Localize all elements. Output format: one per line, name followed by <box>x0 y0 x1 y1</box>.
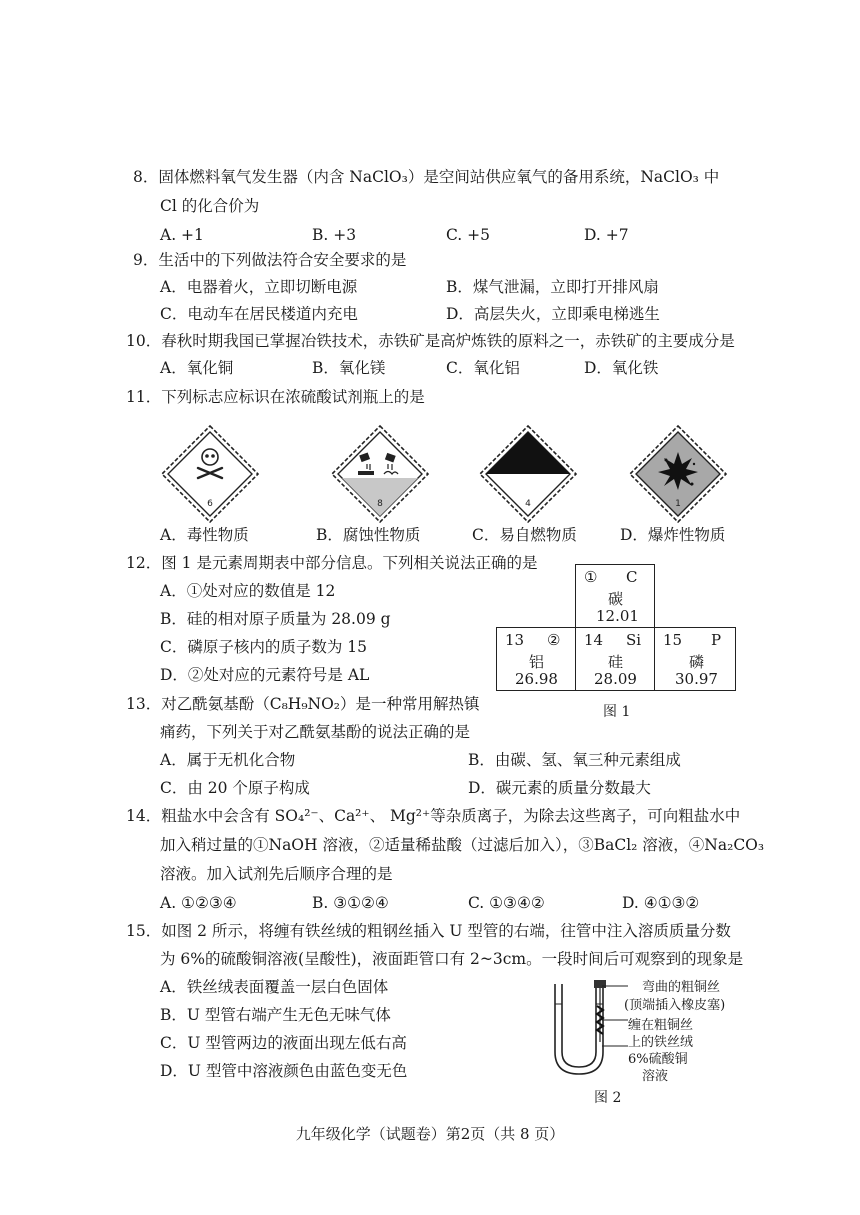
q15-option-b: B．U 型管右端产生无色无味气体 <box>160 1006 391 1024</box>
element-cell-aluminum <box>496 627 576 691</box>
fig2-label-solution: 6%硫酸铜 <box>628 1052 688 1067</box>
phosphorus-name: 磷 <box>689 653 705 671</box>
q9-stem: 9．生活中的下列做法符合安全要求的是 <box>133 251 407 269</box>
element-cell-carbon <box>575 564 655 628</box>
q14-line3: 溶液。加入试剂先后顺序合理的是 <box>160 865 393 883</box>
q15-option-a: A．铁丝绒表面覆盖一层白色固体 <box>160 978 389 996</box>
q8-line2: Cl 的化合价为 <box>160 197 260 215</box>
q11-stem: 11．下列标志应标识在浓硫酸试剂瓶上的是 <box>126 388 425 406</box>
q12-option-a: A．①处对应的数值是 12 <box>160 582 336 600</box>
explosive-hazard-sign <box>628 424 728 524</box>
q11-option-b: B．腐蚀性物质 <box>316 526 421 544</box>
phosphorus-number: 15 <box>663 631 683 649</box>
q15-line2: 为 6%的硫酸铜溶液(呈酸性)，液面距管口有 2~3cm。一段时间后可观察到的现象是 <box>160 950 744 968</box>
carbon-number: ① <box>584 568 598 586</box>
q11-option-c: C．易自燃物质 <box>472 526 577 544</box>
q15-line1: 15．如图 2 所示，将缠有铁丝绒的粗钢丝插入 U 型管的右端，往管中注入溶质质量分数 <box>126 922 731 940</box>
q10-option-d: D．氧化铁 <box>584 359 659 377</box>
carbon-mass: 12.01 <box>596 607 639 625</box>
silicon-number: 14 <box>584 631 604 649</box>
q9-option-b: B．煤气泄漏，立即打开排风扇 <box>446 278 659 296</box>
q12-option-b: B．硅的相对原子质量为 28.09 g <box>160 610 391 628</box>
q8-line1: 8．固体燃料氧气发生器（内含 NaClO₃）是空间站供应氧气的备用系统，NaClO₃ 中 <box>133 168 720 186</box>
fig2-label-solution2: 溶液 <box>642 1069 669 1084</box>
label-pointer-lines <box>600 980 630 1060</box>
page-footer: 九年级化学（试题卷）第2页（共 8 页） <box>295 1125 565 1143</box>
q10-option-b: B．氧化镁 <box>312 359 386 377</box>
q13-line1: 13．对乙酰氨基酚（C₈H₉NO₂）是一种常用解热镇 <box>126 695 480 713</box>
q8-option-a: A. +1 <box>160 226 204 244</box>
fig2-label-stopper: (顶端插入橡皮塞) <box>624 998 726 1013</box>
toxic-hazard-sign <box>160 424 260 524</box>
q15-option-c: C．U 型管两边的液面出现左低右高 <box>160 1034 407 1052</box>
fig2-label-iron-wool: 上的铁丝绒 <box>628 1035 694 1050</box>
q10-stem: 10．春秋时期我国已掌握冶铁技术，赤铁矿是高炉炼铁的原料之一，赤铁矿的主要成分是 <box>126 332 735 350</box>
phosphorus-symbol: P <box>711 631 722 649</box>
explosive-sign-number: 1 <box>675 499 681 509</box>
carbon-symbol: C <box>626 568 638 586</box>
q10-option-a: A．氧化铜 <box>160 359 234 377</box>
q8-option-d: D. +7 <box>584 226 629 244</box>
aluminum-mass: 26.98 <box>515 670 558 688</box>
q11-option-d: D．爆炸性物质 <box>620 526 726 544</box>
aluminum-name: 铝 <box>529 653 545 671</box>
q12-stem: 12．图 1 是元素周期表中部分信息。下列相关说法正确的是 <box>126 554 538 572</box>
q11-option-a: A．毒性物质 <box>160 526 249 544</box>
silicon-name: 硅 <box>608 653 624 671</box>
q14-line1: 14．粗盐水中会含有 SO₄²⁻、Ca²⁺、 Mg²⁺等杂质离子，为除去这些离子，可向粗盐水中 <box>126 807 741 825</box>
q14-option-d: D. ④①③② <box>622 894 700 912</box>
q13-option-d: D．碳元素的质量分数最大 <box>468 779 651 797</box>
q8-option-b: B. +3 <box>312 226 357 244</box>
q15-option-d: D．U 型管中溶液颜色由蓝色变无色 <box>160 1062 408 1080</box>
q13-option-a: A．属于无机化合物 <box>160 751 296 769</box>
corrosive-hazard-sign <box>330 424 430 524</box>
q13-line2: 痛药，下列关于对乙酰氨基酚的说法正确的是 <box>160 723 471 741</box>
element-cell-phosphorus <box>654 627 736 691</box>
q14-option-a: A. ①②③④ <box>160 894 237 912</box>
q8-option-c: C. +5 <box>446 226 491 244</box>
element-cell-silicon <box>575 627 655 691</box>
black-half-icon <box>486 432 570 474</box>
q13-option-b: B．由碳、氢、氧三种元素组成 <box>468 751 681 769</box>
q12-option-c: C．磷原子核内的质子数为 15 <box>160 638 368 656</box>
q14-option-b: B. ③①②④ <box>312 894 389 912</box>
q12-option-d: D．②处对应的元素符号是 AL <box>160 666 370 684</box>
figure1-caption: 图 1 <box>603 704 631 720</box>
carbon-name: 碳 <box>608 590 624 608</box>
silicon-mass: 28.09 <box>594 670 637 688</box>
fig2-label-wrapped: 缠在粗铜丝 <box>628 1018 694 1033</box>
silicon-symbol: Si <box>626 631 642 649</box>
q9-option-d: D．高层失火，立即乘电梯逃生 <box>446 305 660 323</box>
fig2-label-copper-wire: 弯曲的粗铜丝 <box>642 980 721 995</box>
spontaneous-combustion-hazard-sign <box>478 424 578 524</box>
q9-option-a: A．电器着火，立即切断电源 <box>160 278 358 296</box>
q14-option-c: C. ①③④② <box>468 894 545 912</box>
corrosive-sign-number: 8 <box>377 499 383 509</box>
figure2-caption: 图 2 <box>594 1090 622 1106</box>
combustion-sign-number: 4 <box>525 499 531 509</box>
phosphorus-mass: 30.97 <box>675 670 718 688</box>
toxic-sign-number: 6 <box>207 499 213 509</box>
q13-option-c: C．由 20 个原子构成 <box>160 779 310 797</box>
aluminum-symbol: ② <box>547 631 561 649</box>
q14-line2: 加入稍过量的①NaOH 溶液，②适量稀盐酸（过滤后加入），③BaCl₂ 溶液，④Na₂CO₃ <box>160 836 765 854</box>
q9-option-c: C．电动车在居民楼道内充电 <box>160 305 358 323</box>
aluminum-number: 13 <box>505 631 525 649</box>
q10-option-c: C．氧化铝 <box>446 359 520 377</box>
